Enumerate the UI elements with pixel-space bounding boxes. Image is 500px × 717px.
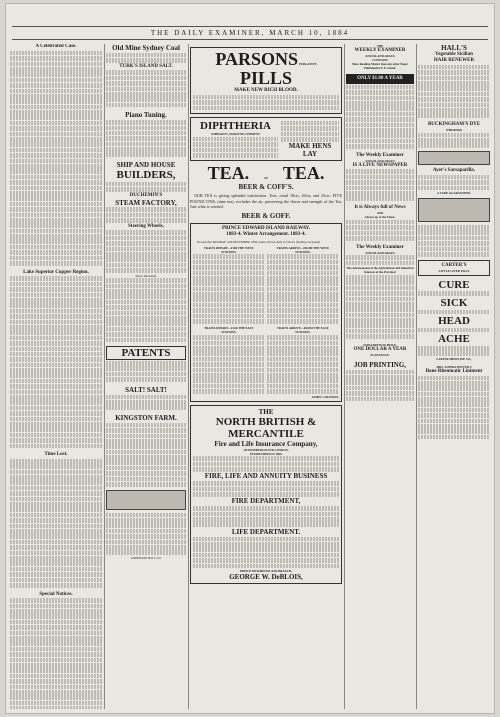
- ad-builders: BUILDERS,: [116, 169, 176, 182]
- only-dollar: ONLY $1.00 A YEAR: [346, 74, 414, 84]
- ad-parsons-pills: [190, 47, 342, 114]
- tea-right: TEA.: [282, 163, 325, 184]
- ad-carters-pills: [418, 260, 490, 276]
- tea-left: TEA.: [207, 163, 250, 184]
- article-body: [10, 598, 102, 709]
- nbm-sub: Fire and Life Insurance Company,: [214, 439, 318, 448]
- halls: HALL'S: [441, 44, 467, 52]
- contains: CONTAINS: [372, 58, 388, 62]
- ad-piano-tuning: Piano Tuning.: [125, 111, 167, 120]
- pills-purgative: PURGATIVE: [298, 62, 317, 66]
- diphtheria-sub: JOHNSON'S ANODYNE LINIMENT: [210, 131, 260, 136]
- trains-east-depart: TRAINS DEPART—FOR THE EAST.: [204, 326, 254, 331]
- stations-header: STATIONS.: [295, 330, 311, 335]
- tea-at: AT: [264, 176, 268, 181]
- nbm-agent: GEORGE W. DeBLOIS,: [229, 572, 303, 581]
- decorative-ad-illustration: [418, 198, 490, 222]
- column-rule: [188, 44, 189, 709]
- ad-steering-wheels: Steering Wheels,: [128, 223, 164, 229]
- up-to-times: Always up to the Times.: [364, 215, 396, 220]
- more-reading: More Reading Matter than any other Paper Published in P. E. Island.: [352, 62, 408, 70]
- advancement: The Advancement of the Agricultural and Industrial Interests of the Province!: [346, 266, 414, 275]
- nbm-title: NORTH BRITISH & MERCANTILE: [215, 415, 317, 440]
- cure-guaranteed: A CURE GUARANTEED.: [436, 191, 472, 196]
- live-newspaper: IS A LIVE NEWSPAPER: [352, 162, 408, 168]
- article-body: [10, 51, 102, 266]
- sick-word: SICK: [440, 296, 468, 309]
- heading-time-lost: Time Lost.: [44, 452, 68, 458]
- newspaper-page: [6, 4, 494, 713]
- ad-steam-factory: STEAM FACTORY,: [115, 198, 177, 207]
- column-rule: [416, 44, 417, 709]
- head-word: HEAD: [438, 314, 470, 327]
- ad-kingston-farm: KINGSTON FARM.: [115, 413, 177, 422]
- subscription-price: SUBSCRIPTION PRICE,: [363, 342, 397, 347]
- trains-east-arrive: TRAINS ARRIVE—FROM THE EAST.: [276, 326, 330, 331]
- trains-west-arrive: TRAINS ARRIVE—FROM THE WEST.: [276, 245, 330, 250]
- sophia-potter: MRS. SOPHIA POTTER'S: [436, 364, 472, 369]
- diphtheria-title: DIPHTHERIA: [200, 119, 271, 132]
- pills-subhead: MAKE NEW RICH BLOOD.: [234, 88, 298, 93]
- railway-title: PRINCE EDWARD ISLAND RAILWAY.: [221, 225, 311, 231]
- liver-pills: LITTLE LIVER PILLS: [438, 268, 470, 273]
- ad-diphtheria: [190, 117, 342, 161]
- engraving-illustration: [106, 490, 186, 510]
- heading-celebrated-case: A Celebrated Case.: [35, 44, 77, 49]
- nbm-the: THE: [258, 407, 274, 416]
- tea-firm: BEER & COFF'S.: [238, 183, 294, 192]
- column-patent-medicines: [418, 44, 490, 709]
- nbm-fire-life: FIRE, LIFE AND ANNUITY BUSINESS: [204, 472, 328, 481]
- carter-medicine-co: CARTER MEDICINE CO.,: [436, 356, 472, 361]
- island-argus-3: AND ISLAND ARGUS: [365, 250, 395, 255]
- cure-word: CURE: [438, 278, 470, 291]
- ad-turks-salt: TURK'S ISLAND SALT.: [119, 63, 173, 69]
- whiskers: WHISKERS: [445, 127, 463, 132]
- bone-rheumatic: Bone Rheumatic Liniment: [425, 368, 483, 374]
- always-and: AND: [376, 211, 384, 216]
- column-news: [10, 44, 102, 709]
- ad-duchemin: DUCHEMIN'S: [129, 192, 163, 198]
- ad-anderson: ANDERSON HALL CO.: [130, 555, 162, 560]
- railway-sub: 1883-4. Winter Arrangement. 1883-4.: [226, 231, 306, 237]
- weekly-examiner-2: The Weekly Examiner: [356, 152, 404, 158]
- railway-timetable: [190, 223, 342, 402]
- stations-header: STATIONS.: [295, 249, 311, 254]
- article-body: [10, 276, 102, 448]
- column-examiner-ads: [346, 44, 414, 709]
- railway-note: On and after MONDAY, 10th DECEMBER, 1883, trains will run daily as follows (Sundays excepted):: [197, 239, 321, 244]
- article-body: [10, 459, 102, 588]
- column-rule: [104, 44, 105, 709]
- stations-header: STATIONS.: [221, 330, 237, 335]
- island-argus: AND ISLAND ARGUS: [365, 54, 395, 58]
- weekly-examiner: WEEKLY EXAMINER: [354, 48, 406, 53]
- ayers-sarsaparilla: Ayer's Sarsaparilla.: [432, 168, 476, 174]
- nbm-fire-dept: FIRE DEPARTMENT,: [231, 497, 301, 506]
- carters: CARTER'S: [441, 262, 467, 268]
- weekly-examiner-3: The Weekly Examiner: [356, 244, 404, 250]
- weekly-the: THE: [376, 44, 384, 48]
- hair-renewer: HAIR RENEWER: [433, 58, 475, 63]
- ad-signature: Albert Duchemin.: [135, 273, 157, 278]
- ad-ship-house: SHIP AND HOUSE: [116, 161, 176, 170]
- heading-special-notices: Special Notices.: [39, 591, 73, 597]
- in-advance: IN ADVANCE.: [370, 352, 390, 357]
- column-rule: [344, 44, 345, 709]
- heading-copper-region: Lake Superior Copper Region.: [23, 269, 89, 275]
- tea-body: OUR TEA is giving splendid satisfaction. Teas, retail 18cts, 20cts, and 25cts. FIVE POUND TINS, (nine tea), excludes the air, preserving the flavor and strength of the Tea. Just what is wanted.: [190, 193, 342, 210]
- stations-header: STATIONS.: [221, 249, 237, 254]
- ad-north-british: [190, 405, 342, 584]
- ad-sydney-coal: Old Mine Sydney Coal: [112, 44, 180, 52]
- masthead: THE DAILY EXAMINER, MARCH 10, 1884: [12, 26, 488, 40]
- buckinghams-dye: BUCKINGHAM'S DYE: [427, 121, 481, 127]
- ad-tea: [190, 164, 342, 183]
- vegetable-sicilian: Vegetable Sicilian: [435, 52, 473, 57]
- nbm-est: ESTABLISHED IN 1809.: [249, 451, 283, 456]
- tea-signature: BEER & GOFF.: [241, 211, 291, 220]
- portrait-illustration: [418, 151, 490, 165]
- make-hens-lay: MAKE HENS LAY: [288, 142, 332, 159]
- nbm-branch: PRINCE EDWARD ISLAND BRANCH,: [239, 568, 293, 573]
- one-dollar: ONE DOLLAR A YEAR: [353, 346, 407, 352]
- railway-signature: JAMES COLEMAN,: [311, 394, 339, 399]
- trains-west-depart: TRAINS DEPART—FOR THE WEST.: [203, 245, 255, 250]
- island-argus-2: AND ISLAND ARGUS: [365, 158, 395, 163]
- pills-pills: PILLS: [239, 68, 293, 88]
- nbm-sub2: OF EDINBURGH AND LONDON,: [243, 447, 289, 452]
- pills-parsons: PARSONS: [215, 49, 298, 69]
- nbm-life-dept: LIFE DEPARTMENT.: [231, 527, 301, 536]
- job-printing: JOB PRINTING,: [353, 360, 407, 369]
- column-ads-left: [106, 44, 186, 709]
- column-center: [190, 44, 342, 709]
- ache-word: ACHE: [438, 333, 470, 346]
- ad-patents: PATENTS: [106, 346, 186, 360]
- ad-salt: SALT! SALT!: [125, 385, 167, 394]
- always-news: It is Always full of News: [354, 205, 406, 211]
